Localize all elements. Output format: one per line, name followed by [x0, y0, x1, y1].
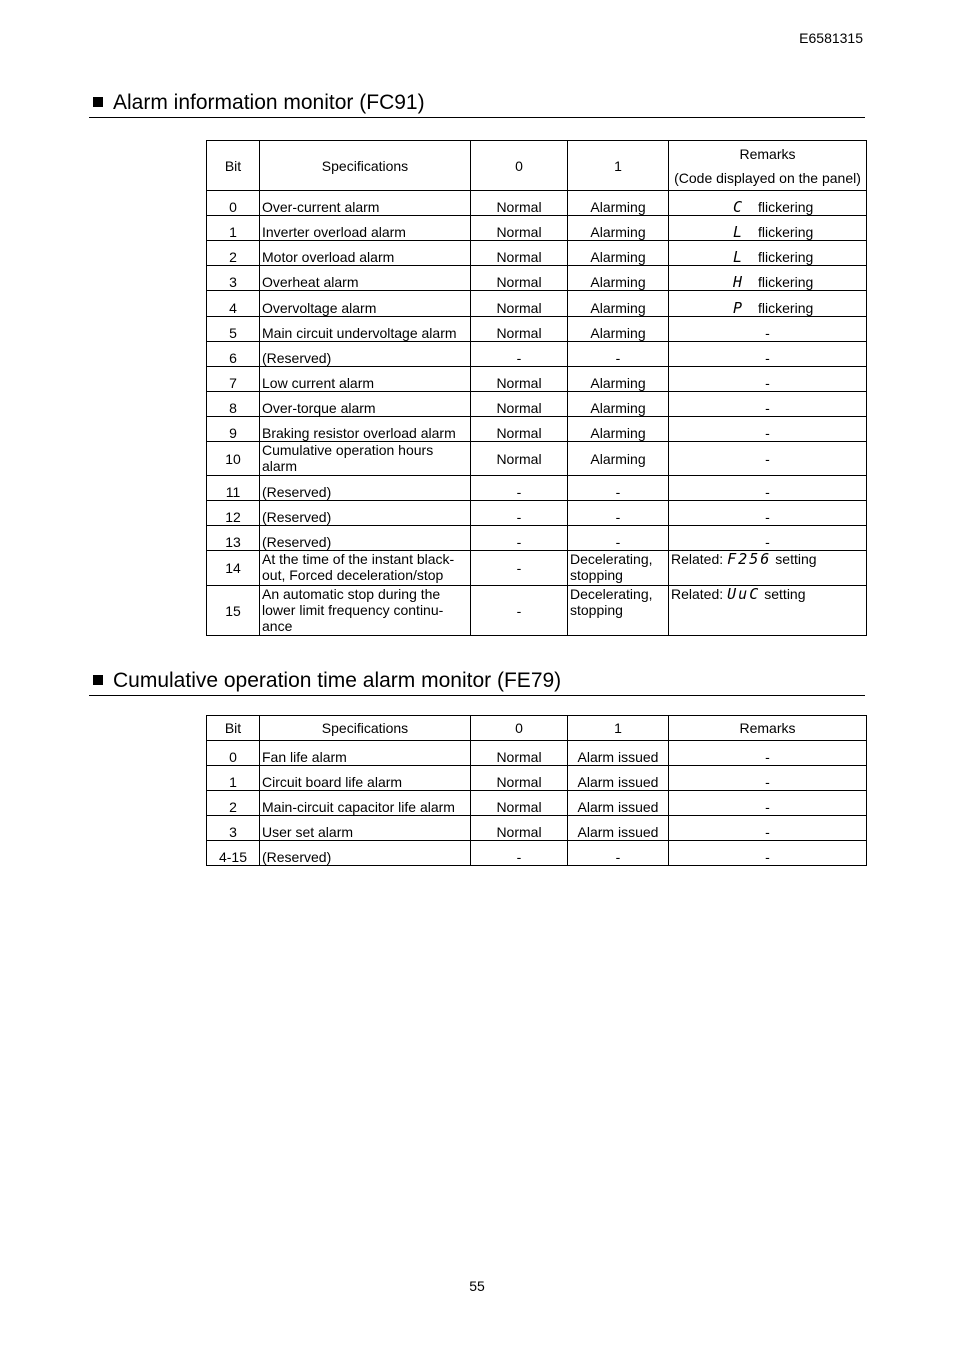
remarks-cell	[669, 266, 867, 291]
value-1-cell: -	[568, 476, 669, 501]
table-row	[207, 342, 867, 367]
specification-cell: Circuit board life alarm	[260, 766, 471, 791]
value-1-cell: Decelerating, stopping	[568, 586, 669, 636]
bit-cell: 13	[207, 526, 260, 551]
specification-cell: Overheat alarm	[260, 266, 471, 291]
bit-cell: 7	[207, 367, 260, 392]
panel-code-icon: P	[733, 299, 745, 317]
value-0-cell: Normal	[471, 216, 568, 241]
table-row	[207, 317, 867, 342]
panel-code-icon: L	[733, 223, 745, 241]
remarks-cell	[669, 291, 867, 317]
page-number: 55	[469, 1278, 485, 1294]
value-0-cell: Normal	[471, 241, 568, 266]
table-row	[207, 442, 867, 476]
value-1-cell: Alarming	[568, 367, 669, 392]
value-0-cell: -	[471, 586, 568, 636]
bit-cell: 0	[207, 741, 260, 766]
value-0-cell: Normal	[471, 191, 568, 216]
remark-text: flickering	[758, 224, 814, 240]
panel-code-icon: H	[733, 273, 745, 291]
remarks-cell	[669, 551, 867, 586]
header-value-0: 0	[471, 716, 568, 741]
table-row	[207, 766, 867, 791]
value-1-cell: Alarming	[568, 417, 669, 442]
table-row	[207, 791, 867, 816]
value-1-cell: Alarming	[568, 317, 669, 342]
bit-cell: 9	[207, 417, 260, 442]
remarks-cell: -	[669, 417, 867, 442]
value-1-cell: Alarming	[568, 191, 669, 216]
bit-cell: 14	[207, 551, 260, 586]
header-specifications: Specifications	[260, 716, 471, 741]
square-bullet-icon	[93, 675, 103, 685]
value-0-cell: -	[471, 526, 568, 551]
table-row	[207, 551, 867, 586]
specification-cell: Over-current alarm	[260, 191, 471, 216]
remarks-cell: -	[669, 741, 867, 766]
value-1-cell: Alarming	[568, 266, 669, 291]
bit-cell: 3	[207, 266, 260, 291]
value-0-cell: -	[471, 476, 568, 501]
value-1-cell: Alarm issued	[568, 816, 669, 841]
section-title-cumulative-operation	[89, 669, 865, 696]
remarks-cell: -	[669, 766, 867, 791]
table-row	[207, 367, 867, 392]
remark-text: setting	[764, 586, 806, 602]
remarks-cell	[669, 191, 867, 216]
value-0-cell: Normal	[471, 367, 568, 392]
specification-cell: Main-circuit capacitor life alarm	[260, 791, 471, 816]
value-1-cell: Alarm issued	[568, 791, 669, 816]
table-row	[207, 586, 867, 636]
value-1-cell: Alarm issued	[568, 741, 669, 766]
value-1-cell: Alarming	[568, 392, 669, 417]
table-row	[207, 191, 867, 216]
table-row	[207, 476, 867, 501]
alarm-information-table	[206, 140, 867, 636]
specification-cell: Overvoltage alarm	[260, 291, 471, 317]
table-row	[207, 501, 867, 526]
specification-cell: Over-torque alarm	[260, 392, 471, 417]
remarks-cell: -	[669, 526, 867, 551]
specification-cell: Low current alarm	[260, 367, 471, 392]
remark-text: setting	[775, 551, 817, 567]
bit-cell: 2	[207, 241, 260, 266]
specification-cell: Braking resistor overload alarm	[260, 417, 471, 442]
bit-cell: 2	[207, 791, 260, 816]
specification-cell: At the time of the instant black-out, Forced deceleration/stop	[260, 551, 471, 586]
header-remarks-label: Remarks	[739, 145, 796, 162]
bit-cell: 1	[207, 216, 260, 241]
value-0-cell: -	[471, 501, 568, 526]
remarks-cell: -	[669, 367, 867, 392]
remarks-cell: -	[669, 317, 867, 342]
header-remarks: Remarks	[669, 716, 867, 741]
value-0-cell: Normal	[471, 791, 568, 816]
specification-cell: (Reserved)	[260, 342, 471, 367]
bit-cell: 4	[207, 291, 260, 317]
table-row	[207, 841, 867, 866]
table-row	[207, 291, 867, 317]
value-0-cell: Normal	[471, 317, 568, 342]
header-remarks-sublabel: (Code displayed on the panel)	[674, 169, 861, 186]
value-0-cell: Normal	[471, 741, 568, 766]
header-specifications: Specifications	[260, 141, 471, 191]
header-value-1: 1	[568, 141, 669, 191]
header-value-0: 0	[471, 141, 568, 191]
value-0-cell: -	[471, 551, 568, 586]
table-row	[207, 216, 867, 241]
bit-cell: 12	[207, 501, 260, 526]
remarks-cell	[669, 216, 867, 241]
remark-text: flickering	[758, 249, 814, 265]
value-0-cell: Normal	[471, 417, 568, 442]
table-row	[207, 266, 867, 291]
related-label: Related:	[671, 551, 724, 567]
bit-cell: 6	[207, 342, 260, 367]
header-bit: Bit	[207, 141, 260, 191]
specification-cell: User set alarm	[260, 816, 471, 841]
bit-cell: 10	[207, 442, 260, 476]
remark-text: flickering	[758, 300, 814, 316]
value-1-cell: Alarming	[568, 442, 669, 476]
table-row	[207, 392, 867, 417]
specification-cell: Main circuit undervoltage alarm	[260, 317, 471, 342]
specification-cell: (Reserved)	[260, 526, 471, 551]
specification-cell: Motor overload alarm	[260, 241, 471, 266]
value-1-cell: -	[568, 501, 669, 526]
remarks-cell: -	[669, 841, 867, 866]
bit-cell: 5	[207, 317, 260, 342]
remarks-cell: -	[669, 392, 867, 417]
header-bit: Bit	[207, 716, 260, 741]
table-row	[207, 417, 867, 442]
remarks-cell: -	[669, 816, 867, 841]
bit-cell: 4-15	[207, 841, 260, 866]
section-title-text: Alarm information monitor (FC91)	[113, 91, 425, 114]
specification-cell: An automatic stop during the lower limit frequency continu-ance	[260, 586, 471, 636]
table-header-row	[207, 141, 867, 191]
remarks-cell	[669, 241, 867, 266]
value-1-cell: Alarming	[568, 241, 669, 266]
header-remarks	[669, 141, 867, 191]
related-label: Related:	[671, 586, 724, 602]
panel-code-icon: C	[733, 198, 745, 216]
value-1-cell: Alarming	[568, 291, 669, 317]
value-1-cell: -	[568, 526, 669, 551]
value-0-cell: Normal	[471, 816, 568, 841]
bit-cell: 8	[207, 392, 260, 417]
bit-cell: 1	[207, 766, 260, 791]
table-row	[207, 526, 867, 551]
document-number: E6581315	[799, 30, 863, 46]
bit-cell: 11	[207, 476, 260, 501]
section-title-text: Cumulative operation time alarm monitor (FE79)	[113, 669, 562, 692]
remarks-cell	[669, 586, 867, 636]
table-row	[207, 816, 867, 841]
remark-text: flickering	[758, 274, 814, 290]
square-bullet-icon	[93, 97, 103, 107]
value-0-cell: -	[471, 342, 568, 367]
remarks-cell: -	[669, 442, 867, 476]
bit-cell: 15	[207, 586, 260, 636]
specification-cell: Cumulative operation hours alarm	[260, 442, 471, 476]
value-0-cell: -	[471, 841, 568, 866]
specification-cell: Fan life alarm	[260, 741, 471, 766]
bit-cell: 0	[207, 191, 260, 216]
value-1-cell: Alarm issued	[568, 766, 669, 791]
table-row	[207, 241, 867, 266]
value-1-cell: -	[568, 342, 669, 367]
value-0-cell: Normal	[471, 291, 568, 317]
value-1-cell: -	[568, 841, 669, 866]
value-1-cell: Decelerating, stopping	[568, 551, 669, 586]
section-title-alarm-information	[89, 91, 865, 118]
remarks-cell: -	[669, 791, 867, 816]
cumulative-operation-alarm-table	[206, 715, 867, 866]
specification-cell: Inverter overload alarm	[260, 216, 471, 241]
remarks-cell: -	[669, 342, 867, 367]
table-row	[207, 741, 867, 766]
specification-cell: (Reserved)	[260, 476, 471, 501]
value-0-cell: Normal	[471, 266, 568, 291]
panel-code-icon: F256	[727, 550, 772, 568]
header-value-1: 1	[568, 716, 669, 741]
panel-code-icon: L	[733, 248, 745, 266]
remarks-cell: -	[669, 476, 867, 501]
value-0-cell: Normal	[471, 442, 568, 476]
value-1-cell: Alarming	[568, 216, 669, 241]
bit-cell: 3	[207, 816, 260, 841]
specification-cell: (Reserved)	[260, 501, 471, 526]
value-0-cell: Normal	[471, 392, 568, 417]
table-header-row	[207, 716, 867, 741]
value-0-cell: Normal	[471, 766, 568, 791]
remark-text: flickering	[758, 199, 814, 215]
specification-cell: (Reserved)	[260, 841, 471, 866]
remarks-cell: -	[669, 501, 867, 526]
panel-code-icon: UuC	[727, 585, 761, 603]
